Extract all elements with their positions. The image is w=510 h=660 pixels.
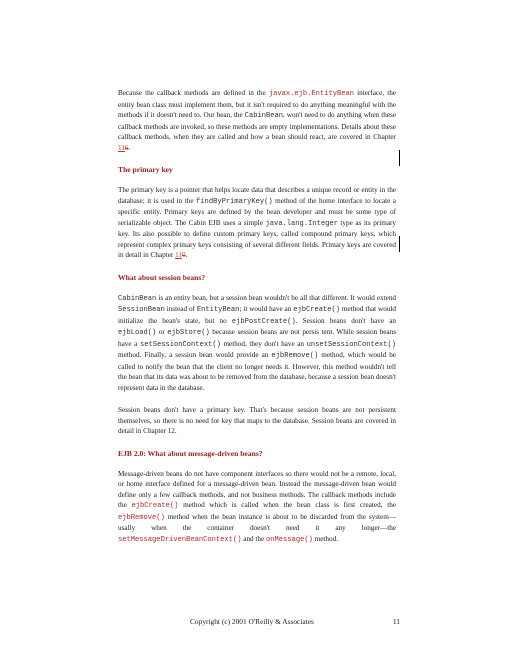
code-ejbload: ejbLoad()	[118, 329, 157, 337]
code-sessionbean: SessionBean	[118, 306, 165, 314]
code-cabinbean: CabinBean	[244, 112, 284, 120]
text: ; it would have an	[239, 305, 292, 313]
text: method. Finally, a session bean would provide an	[118, 351, 269, 359]
change-bar	[399, 150, 400, 166]
text: method.	[314, 534, 338, 543]
code-ejbpostcreate: ejbPostCreate()	[231, 317, 296, 326]
text: method, they don't have an	[223, 339, 305, 348]
text: method of the home interface to locate a specific entity. Primary keys are defined by the bean developer and must be some type of serializable object. The Cabin EJB uses a simple	[118, 196, 397, 227]
code-onmessage: onMessage()	[266, 535, 313, 544]
heading-session-beans: What about session beans?	[118, 272, 206, 282]
code-entitybean: EntityBean	[196, 306, 240, 314]
paragraph-callback-methods	[118, 88, 396, 153]
text: method, which would be called to notify the bean that the client no longer needs it. However, this method wouldn't tell the bean that its data was about to be removed from the database, because a session bean doesn't represent data in the database.	[118, 351, 396, 392]
text: . Session beans don't have an	[295, 316, 397, 325]
text: Because the callback methods are defined in the	[118, 89, 266, 97]
text: method which is called when the bean class is first created, the	[183, 501, 396, 509]
paragraph-session-primary-key: Session beans don't have a primary key. That's because session beans are not persistent themselves, so there is no need for key that maps to the database. Session beans are covered in detail in Chapter 12.	[118, 406, 396, 435]
code-ejbremove: ejbRemove()	[118, 513, 165, 522]
code-ejbstore: ejbStore()	[167, 329, 210, 337]
text: is an entity bean, but a session bean wouldn't be all that different. It would extend	[158, 293, 397, 302]
heading-message-driven-beans: EJB 2.0: What about message-driven beans?	[118, 448, 263, 458]
text: method when the bean instance is about to be discarded from the system—usally when the container doesn't need it any longer—the	[118, 512, 396, 532]
code-unsetsessioncontext: unsetSessionContext()	[306, 340, 397, 349]
code-cabinbean: CabinBean	[118, 294, 157, 303]
page-number: 11	[392, 617, 400, 626]
code-ejbcreate: ejbCreate()	[293, 306, 341, 314]
text: interface, the entity bean class must implement them, but it isn't required to do anything meaningful with the methods if it doesn't need to. Our bean, the	[118, 89, 396, 119]
text: method that would initialize the bean's state, but no	[118, 305, 397, 325]
revision-delete: 6	[124, 143, 129, 152]
code-ejbremove: ejbRemove()	[271, 352, 319, 360]
paragraph-primary-key	[118, 185, 396, 261]
text: The primary key is a pointer that helps locate data that describes a unique record or entity in the database; it is used in the	[118, 186, 396, 205]
code-ejbcreate: ejbCreate()	[131, 502, 179, 510]
text: and the	[243, 534, 265, 543]
document-page	[118, 88, 396, 545]
code-integer: java.lang.Integer	[265, 219, 338, 228]
paragraph-message-driven-beans	[118, 469, 396, 546]
revision-delete: 0	[182, 251, 186, 259]
text: , won't need to do anything when these callback methods are invoked, so these methods are empty implementations. Details about these callback methods, when they are called and how a bean should react, are covered in Chapter	[118, 111, 397, 141]
text: Message-driven beans do not have component interfaces so there would not be a remote, local, or home interface defined for a message-driven bean. Instead the message-driven bean would define only a few callback methods, and not business methods. The callback methods include the	[118, 469, 396, 509]
text: .	[128, 143, 131, 152]
page-footer	[190, 617, 400, 626]
text: .	[185, 251, 188, 259]
heading-primary-key: The primary key	[118, 165, 173, 174]
text: instead of	[166, 305, 195, 313]
text: because session beans are not persis tent. While session beans have a	[118, 328, 397, 348]
paragraph-session-beans	[118, 293, 396, 394]
code-setmessagedrivenbeancontext: setMessageDrivenBeanContext()	[118, 535, 242, 544]
change-bar	[399, 236, 400, 252]
code-entitybean: javax.ejb.EntityBean	[268, 90, 354, 98]
code-findbyprimarykey: findByPrimaryKey()	[196, 197, 273, 206]
revision-insert: 11	[175, 251, 183, 259]
code-setsessioncontext: setSessionContext()	[139, 340, 221, 349]
copyright-text: Copyright (c) 2001 O'Reilly & Associates	[190, 617, 314, 626]
text: type as its primary key. Its also possible to define custom primary keys, called compound primary keys, which represent complex primary keys consisting of several different fields. Primary keys are covered in detail in Chapter	[118, 218, 397, 259]
revision-insert: 11	[118, 143, 125, 152]
text: or	[158, 328, 165, 336]
